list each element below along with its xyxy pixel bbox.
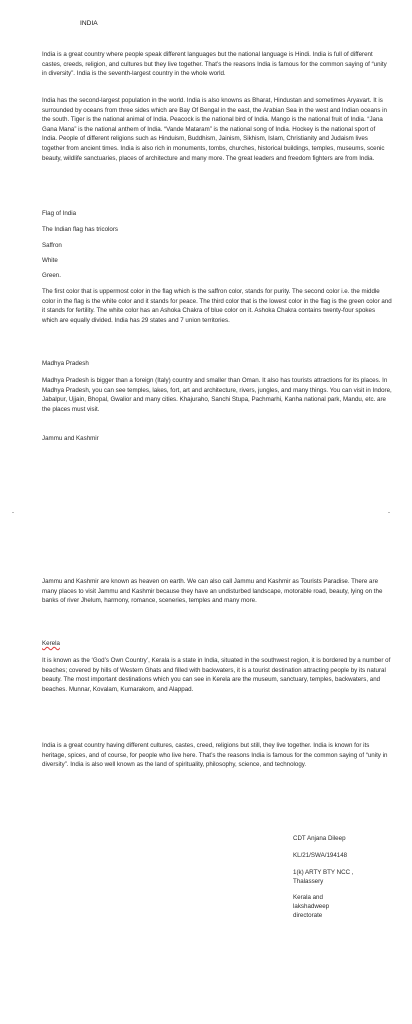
flag-heading: Flag of India: [42, 210, 77, 217]
signature-id: KL/21/SWA/194148: [293, 852, 348, 859]
jk-heading: Jammu and Kashmir: [42, 435, 99, 442]
flag-line-1: The Indian flag has tricolors: [42, 226, 119, 233]
jk-paragraph: Jammu and Kashmir are known as heaven on earth. We can also call Jammu and Kashmir as Tourists Paradise. There are many places to visit Jammu and Kashmir because they have an undisturbed landscape, motorable road, beauty, lying on the banks of river Jhelum, harmony, romance, sceneries, temples and many more.: [42, 578, 383, 605]
intro-paragraph-1: India is a great country where people speak different languages but the national language is Hindi. India is full of different castes, creeds, religion, and cultures but they live together. That’s the reasons India is famous for the common saying of “unity in diversity”. India is the seventh-largest country in the whole world.: [42, 51, 387, 78]
divider-right: [388, 512, 390, 513]
kerala-paragraph: It is known as the ‘God’s Own Country’, Kerala is a state in India, situated in the southwest region, it is bordered by a number of beaches; covered by hills of Western Ghats and filled with backwaters, it is a tourist destination attracting people by its natural beauty. The most important destinations which you can see in Kerela are the museum, sanctuary, temples, backwaters, and beaches. Munnar, Kovalam, Kumarakom, and Alappad.: [42, 657, 391, 693]
flag-paragraph: The first color that is uppermost color in the flag which is the saffron color, stands for purity. The second color i.e. the middle color in the flag is the white color and it stands for peace. The third color that is the lowest color in the flag is the green color and it stands for fertility. The white color has an Ashoka Chakra of blue color on it. Ashoka Chakra contains twenty-four spokes which are equally divided. India has 29 states and 7 union territories.: [42, 288, 392, 324]
divider-left: [12, 512, 14, 513]
intro-paragraph-2: India has the second-largest population in the world. India is also knowns as Bharat, Hindustan and sometimes Aryavart. It is surrounded by oceans from three sides which are Bay Of Bengal in the east, the Arabian Sea in the west and Indian oceans in the south. Tiger is the national animal of India. Peacock is the national bird of India. Mango is the national fruit of India. “Jana Gana Mana” is the national anthem of India. “Vande Mataram” is the national song of India. Hockey is the national sport of India. People of different religions such as Hinduism, Buddhism, Jainism, Sikhism, Islam, Christianity and Judaism lives together from ancient times. India is also rich in monuments, tombs, churches, historical buildings, temples, museums, scenic beauty, wildlife sanctuaries, places of architecture and many more. The great leaders and freedom fighters are from India.: [42, 97, 387, 162]
signature-unit: 1(k) ARTY BTY NCC , Thalassery: [293, 869, 354, 885]
mp-heading: Madhya Pradesh: [42, 360, 89, 367]
flag-line-4: Green.: [42, 272, 61, 279]
page-title: INDIA: [80, 20, 98, 27]
flag-line-2: Saffron: [42, 242, 62, 249]
mp-paragraph: Madhya Pradesh is bigger than a foreign (Italy) country and smaller than Oman. It also has tourists attractions for its places. In Madhya Pradesh, you can see temples, lakes, fort, art and architecture, rivers, jungles, and many things. You can visit in Indore, Jabalpur, Ujjain, Bhopal, Gwalior and many cities. Khajuraho, Sanchi Stupa, Pachmarhi, Kanha national park, Mandu, etc. are the places must visit.: [42, 377, 392, 413]
conclusion-paragraph: India is a great country having different cultures, castes, creed, religions but still, they live together. India is known for its heritage, spices, and of course, for people who live here. That’s the reasons India is famous for the common saying of “unity in diversity”. India is also well known as the land of spirituality, philosophy, science, and technology.: [42, 742, 388, 769]
signature-name: CDT Anjana Dileep: [293, 835, 346, 842]
flag-line-3: White: [42, 257, 58, 264]
kerala-heading: Kerela: [42, 640, 60, 647]
signature-directorate: Kerala and lakshadweep directorate: [293, 894, 330, 919]
